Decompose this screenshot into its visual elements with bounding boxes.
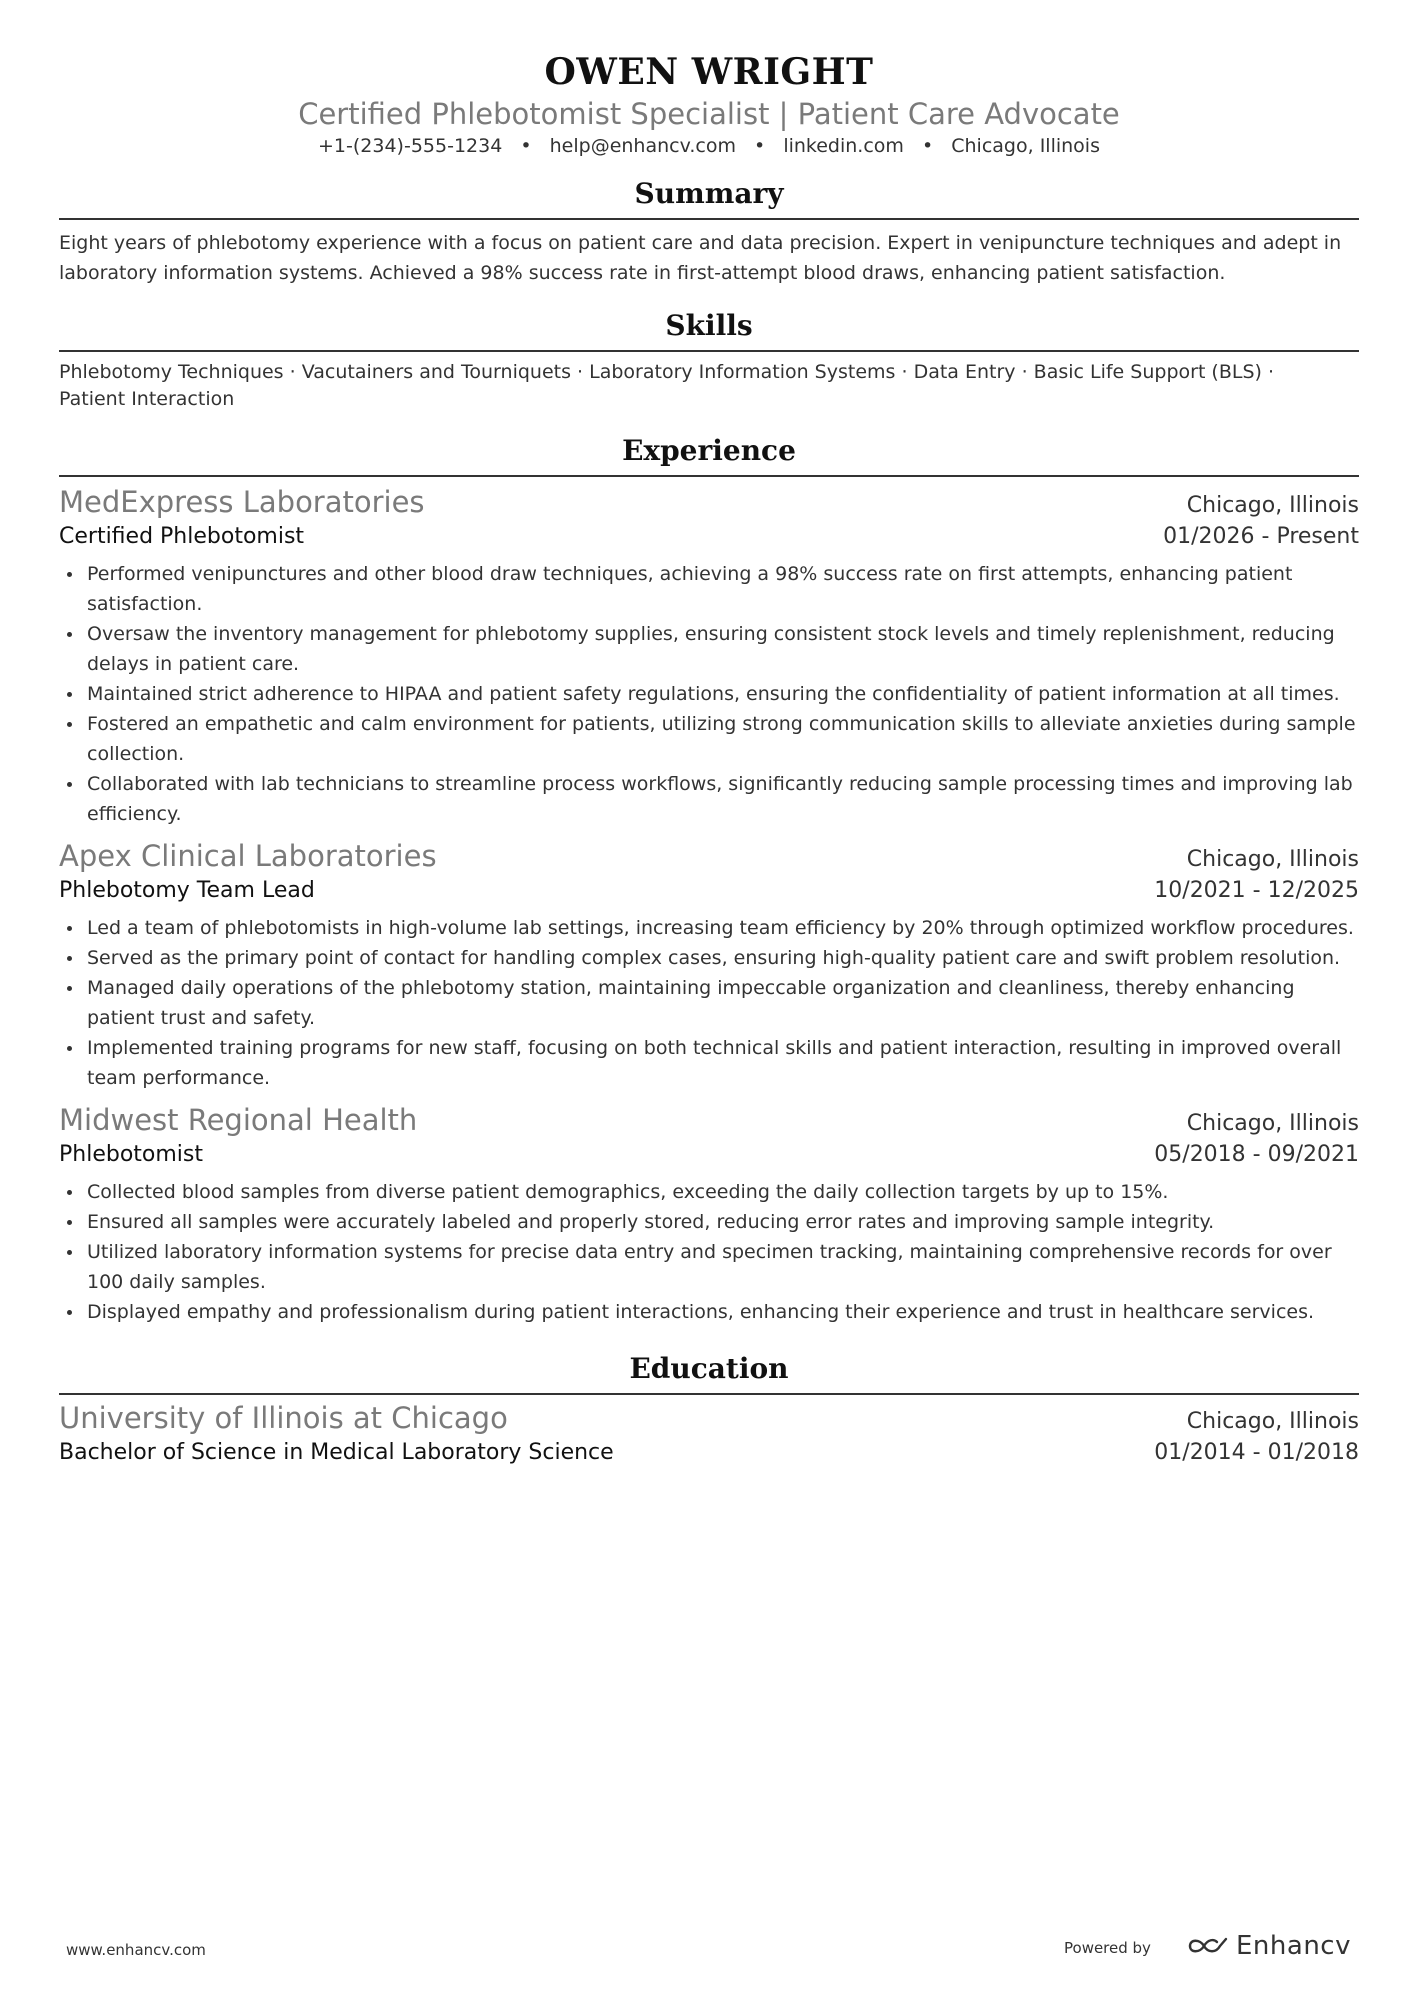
- bullet-icon: [67, 1046, 72, 1051]
- bullet-item: [59, 1297, 1359, 1327]
- enhancv-logo-icon: [1186, 1933, 1230, 1959]
- bullet-text: Ensured all samples were accurately labeled and properly stored, reducing error rates and improving sample integrity.: [87, 1211, 1215, 1233]
- enhancv-logo[interactable]: [1186, 1931, 1351, 1961]
- experience-entry: [59, 483, 1359, 829]
- skill-separator: ·: [895, 361, 914, 383]
- skill-separator: ·: [1015, 361, 1034, 383]
- separator-dot: •: [754, 135, 766, 157]
- bullet-list: [59, 1177, 1359, 1327]
- company-name: Apex Clinical Laboratories: [59, 839, 437, 873]
- bullet-item: [59, 973, 1359, 1033]
- skill-separator: ·: [571, 361, 590, 383]
- bullet-icon: [67, 572, 72, 577]
- skill-item: Data Entry: [913, 361, 1016, 383]
- bullet-text: Collected blood samples from diverse patient demographics, exceeding the daily collection targets by up to 15%.: [87, 1181, 1169, 1203]
- bullet-item: [59, 679, 1359, 709]
- bullet-item: [59, 1237, 1359, 1297]
- entry-role-row: [59, 875, 1359, 907]
- bullet-text: Led a team of phlebotomists in high-volume lab settings, increasing team efficiency by 20% through optimized workflow procedures.: [87, 917, 1354, 939]
- section-divider: [59, 218, 1359, 220]
- skills-list: [59, 359, 1359, 413]
- bullet-item: [59, 559, 1359, 619]
- skill-item: Vacutainers and Tourniquets: [301, 361, 571, 383]
- experience-entry: [59, 1101, 1359, 1327]
- entry-dates: 01/2026 - Present: [1163, 524, 1359, 549]
- section-title-skills: Skills: [665, 309, 753, 342]
- bullet-icon: [67, 986, 72, 991]
- bullet-icon: [67, 632, 72, 637]
- entry-dates: 05/2018 - 09/2021: [1154, 1142, 1359, 1167]
- bullet-item: [59, 709, 1359, 769]
- resume-page: [59, 0, 1359, 1469]
- bullet-text: Implemented training programs for new staff, focusing on both technical skills and patient interaction, resulting in improved overall team performance.: [87, 1037, 1342, 1089]
- entry-dates: 10/2021 - 12/2025: [1154, 878, 1359, 903]
- section-divider: [59, 475, 1359, 477]
- section-title-education: Education: [629, 1352, 789, 1385]
- contact-location: Chicago, Illinois: [951, 135, 1100, 157]
- skill-item: Laboratory Information Systems: [589, 361, 896, 383]
- contact-phone: +1-(234)-555-1234: [318, 135, 503, 157]
- bullet-icon: [67, 1220, 72, 1225]
- entry-header: [59, 1101, 1359, 1139]
- candidate-name: OWEN WRIGHT: [544, 51, 874, 93]
- degree-title: Bachelor of Science in Medical Laboratory Science: [59, 1440, 614, 1465]
- education-section: [59, 1351, 1359, 1469]
- experience-section: [59, 433, 1359, 1327]
- entry-header: [59, 837, 1359, 875]
- bullet-icon: [67, 692, 72, 697]
- section-title-summary: Summary: [634, 177, 784, 210]
- entry-location: Chicago, Illinois: [1186, 847, 1359, 872]
- page-footer: [0, 1931, 1410, 1967]
- skill-item: Basic Life Support (BLS): [1033, 361, 1262, 383]
- candidate-headline: Certified Phlebotomist Specialist | Patient Care Advocate: [298, 97, 1120, 131]
- section-title-experience: Experience: [622, 434, 796, 467]
- entry-role-row: [59, 1437, 1359, 1469]
- skill-separator: ·: [1261, 361, 1275, 383]
- bullet-icon: [67, 782, 72, 787]
- separator-dot: •: [520, 135, 532, 157]
- bullet-text: Displayed empathy and professionalism during patient interactions, enhancing their experience and trust in healthcare services.: [87, 1301, 1315, 1323]
- bullet-icon: [67, 1190, 72, 1195]
- education-entry: [59, 1399, 1359, 1469]
- bullet-list: [59, 559, 1359, 829]
- bullet-text: Utilized laboratory information systems for precise data entry and specimen tracking, maintaining comprehensive records for over 100 daily samples.: [87, 1241, 1332, 1293]
- bullet-icon: [67, 1310, 72, 1315]
- bullet-item: [59, 1033, 1359, 1093]
- bullet-item: [59, 943, 1359, 973]
- contact-line: [59, 133, 1359, 159]
- entry-header: [59, 483, 1359, 521]
- section-divider: [59, 1393, 1359, 1395]
- summary-text: Eight years of phlebotomy experience with a focus on patient care and data precision. Expert in venipuncture techniques and adept in laboratory information systems. Achieved a 98% success rate in first-attempt blood draws, enhancing patient satisfaction.: [59, 232, 1342, 284]
- skill-item: Phlebotomy Techniques: [59, 361, 284, 383]
- company-name: MedExpress Laboratories: [59, 485, 425, 519]
- job-title: Certified Phlebotomist: [59, 524, 305, 549]
- bullet-text: Collaborated with lab technicians to streamline process workflows, significantly reducing sample processing times and improving lab efficiency.: [87, 773, 1353, 825]
- brand-name: Enhancv: [1236, 1931, 1351, 1961]
- skills-section: [59, 308, 1359, 413]
- entry-role-row: [59, 1139, 1359, 1171]
- school-name: University of Illinois at Chicago: [59, 1401, 508, 1435]
- bullet-icon: [67, 722, 72, 727]
- job-title: Phlebotomy Team Lead: [59, 878, 315, 903]
- bullet-item: [59, 769, 1359, 829]
- contact-linkedin[interactable]: linkedin.com: [783, 135, 904, 157]
- bullet-item: [59, 619, 1359, 679]
- bullet-text: Oversaw the inventory management for phlebotomy supplies, ensuring consistent stock levels and timely replenishment, reducing delays in patient care.: [87, 623, 1335, 675]
- bullet-item: [59, 1177, 1359, 1207]
- bullet-text: Performed venipunctures and other blood draw techniques, achieving a 98% success rate on first attempts, enhancing patient satisfaction.: [87, 563, 1293, 615]
- job-title: Phlebotomist: [59, 1142, 203, 1167]
- bullet-text: Fostered an empathetic and calm environment for patients, utilizing strong communication skills to alleviate anxieties during sample collection.: [87, 713, 1356, 765]
- skill-separator: ·: [283, 361, 302, 383]
- powered-by-label: Powered by: [1064, 1939, 1151, 1957]
- summary-section: [59, 176, 1359, 288]
- bullet-icon: [67, 1250, 72, 1255]
- contact-email[interactable]: help@enhancv.com: [549, 135, 736, 157]
- footer-url-link[interactable]: www.enhancv.com: [66, 1941, 206, 1959]
- entry-header: [59, 1399, 1359, 1437]
- experience-entry: [59, 837, 1359, 1093]
- bullet-item: [59, 913, 1359, 943]
- entry-location: Chicago, Illinois: [1186, 493, 1359, 518]
- entry-location: Chicago, Illinois: [1186, 1111, 1359, 1136]
- bullet-item: [59, 1207, 1359, 1237]
- bullet-text: Maintained strict adherence to HIPAA and patient safety regulations, ensuring the confidentiality of patient information at all times.: [87, 683, 1340, 705]
- skill-item: Patient Interaction: [59, 388, 235, 410]
- entry-dates: 01/2014 - 01/2018: [1154, 1440, 1359, 1465]
- bullet-list: [59, 913, 1359, 1093]
- bullet-icon: [67, 956, 72, 961]
- bullet-text: Managed daily operations of the phlebotomy station, maintaining impeccable organization and cleanliness, thereby enhancing patient trust and safety.: [87, 977, 1295, 1029]
- entry-role-row: [59, 521, 1359, 553]
- separator-dot: •: [921, 135, 934, 157]
- bullet-icon: [67, 926, 72, 931]
- entry-location: Chicago, Illinois: [1186, 1409, 1359, 1434]
- section-divider: [59, 350, 1359, 352]
- company-name: Midwest Regional Health: [59, 1103, 418, 1137]
- bullet-text: Served as the primary point of contact for handling complex cases, ensuring high-quality patient care and swift problem resolution.: [87, 947, 1341, 969]
